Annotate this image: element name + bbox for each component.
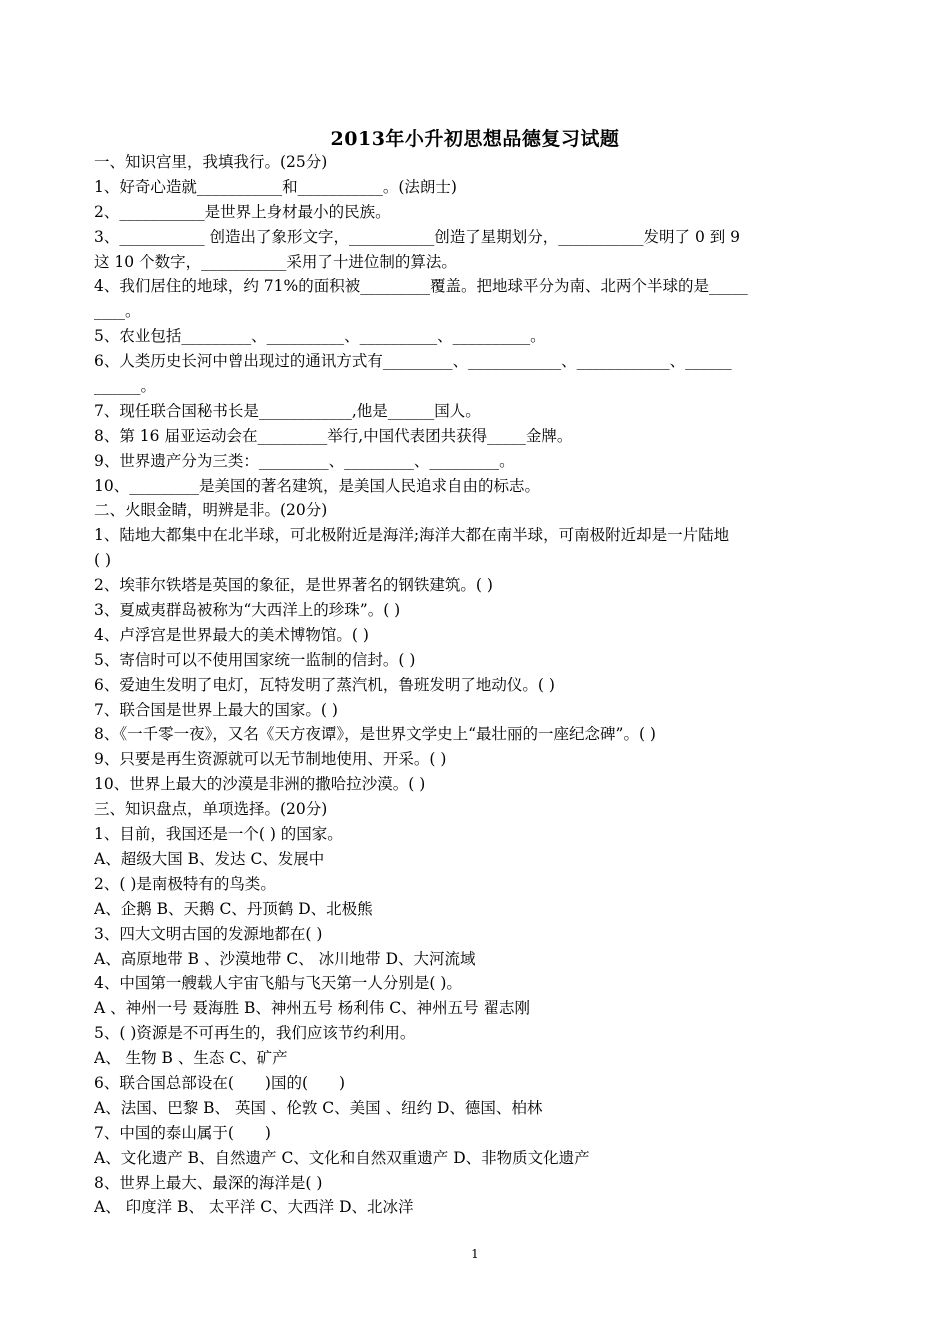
text-line: 8、第 16 届亚运动会在_________举行,中国代表团共获得_____金牌。 <box>94 426 573 445</box>
text-line: ____。 <box>94 302 141 321</box>
text-line: A、超级大国 B、发达 C、发展中 <box>94 849 325 868</box>
text-line: 8、世界上最大、最深的海洋是( ) <box>94 1173 323 1192</box>
document-title: 2013年小升初思想品德复习试题 <box>330 128 620 150</box>
text-line: 1、好奇心造就___________和___________。(法朗士) <box>94 177 457 196</box>
text-line: 1、目前，我国还是一个( ) 的国家。 <box>94 825 343 844</box>
text-line: 3、夏威夷群岛被称为“大西洋上的珍珠”。( ) <box>94 601 401 620</box>
text-line: 10、世界上最大的沙漠是非洲的撒哈拉沙漠。( ) <box>94 775 426 794</box>
text-line: A、 生物 B 、生态 C、矿产 <box>94 1049 288 1068</box>
text-line: ( ) <box>94 551 112 570</box>
text-line: 4、卢浮宫是世界最大的美术博物馆。( ) <box>94 625 369 644</box>
text-line: 3、四大文明古国的发源地都在( ) <box>94 924 323 943</box>
text-line: 2、( )是南极特有的鸟类。 <box>94 874 276 893</box>
text-line: 7、联合国是世界上最大的国家。( ) <box>94 700 338 719</box>
text-line: 二、火眼金睛，明辨是非。(20分) <box>94 501 328 520</box>
text-line: 4、中国第一艘载人宇宙飞船与飞天第一人分别是( )。 <box>94 974 462 993</box>
text-line: A、法国、巴黎 B、 英国 、伦敦 C、美国 、纽约 D、德国、柏林 <box>94 1098 543 1117</box>
text-line: 5、农业包括_________、__________、__________、__________。 <box>94 327 546 346</box>
text-line: 9、世界遗产分为三类：_________、_________、_________。 <box>94 451 515 470</box>
text-line: A、 印度洋 B、 太平洋 C、大西洋 D、北冰洋 <box>94 1198 414 1217</box>
text-line: A 、神州一号 聂海胜 B、神州五号 杨利伟 C、神州五号 翟志刚 <box>94 999 531 1018</box>
text-line: 8、《一千零一夜》，又名《天方夜谭》，是世界文学史上“最壮丽的一座纪念碑”。( ) <box>94 725 656 744</box>
text-line: A、文化遗产 B、自然遗产 C、文化和自然双重遗产 D、非物质文化遗产 <box>94 1148 590 1167</box>
text-line: 4、我们居住的地球，约 71%的面积被_________覆盖。把地球平分为南、北两个半球的是_____ <box>94 277 748 296</box>
text-line: ______。 <box>94 377 157 396</box>
text-line: 6、爱迪生发明了电灯，瓦特发明了蒸汽机，鲁班发明了地动仪。( ) <box>94 675 555 694</box>
text-line: 5、( )资源是不可再生的，我们应该节约利用。 <box>94 1024 416 1043</box>
text-line: 7、现任联合国秘书长是____________,他是______国人。 <box>94 401 481 420</box>
text-line: 6、人类历史长河中曾出现过的通讯方式有_________、____________、____________、______ <box>94 352 732 371</box>
text-line: 一、知识宫里，我填我行。(25分) <box>94 153 328 171</box>
text-line: 9、只要是再生资源就可以无节制地使用、开采。( ) <box>94 750 447 769</box>
text-line: 7、中国的泰山属于( ) <box>94 1123 271 1142</box>
text-line: A、高原地带 B 、沙漠地带 C、 冰川地带 D、大河流域 <box>94 949 476 968</box>
page-number: 1 <box>471 1247 479 1261</box>
text-line: 3、___________ 创造出了象形文字，___________创造了星期划分，___________发明了 0 到 9 <box>94 227 741 246</box>
text-line: A、企鹅 B、天鹅 C、丹顶鹤 D、北极熊 <box>94 899 373 918</box>
text-line: 5、寄信时可以不使用国家统一监制的信封。( ) <box>94 650 416 669</box>
text-line: 三、知识盘点，单项选择。(20分) <box>94 800 328 819</box>
text-line: 这 10 个数字，___________采用了十进位制的算法。 <box>94 252 457 271</box>
text-line: 6、联合国总部设在( )国的( ) <box>94 1073 346 1092</box>
text-line: 2、埃菲尔铁塔是英国的象征，是世界著名的钢铁建筑。( ) <box>94 576 493 595</box>
text-line: 10、_________是美国的著名建筑，是美国人民追求自由的标志。 <box>94 476 540 495</box>
text-line: 1、陆地大都集中在北半球，可北极附近是海洋;海洋大都在南半球，可南极附近却是一片陆地 <box>94 526 730 545</box>
document-body <box>94 150 858 1220</box>
text-line: 2、___________是世界上身材最小的民族。 <box>94 202 391 221</box>
